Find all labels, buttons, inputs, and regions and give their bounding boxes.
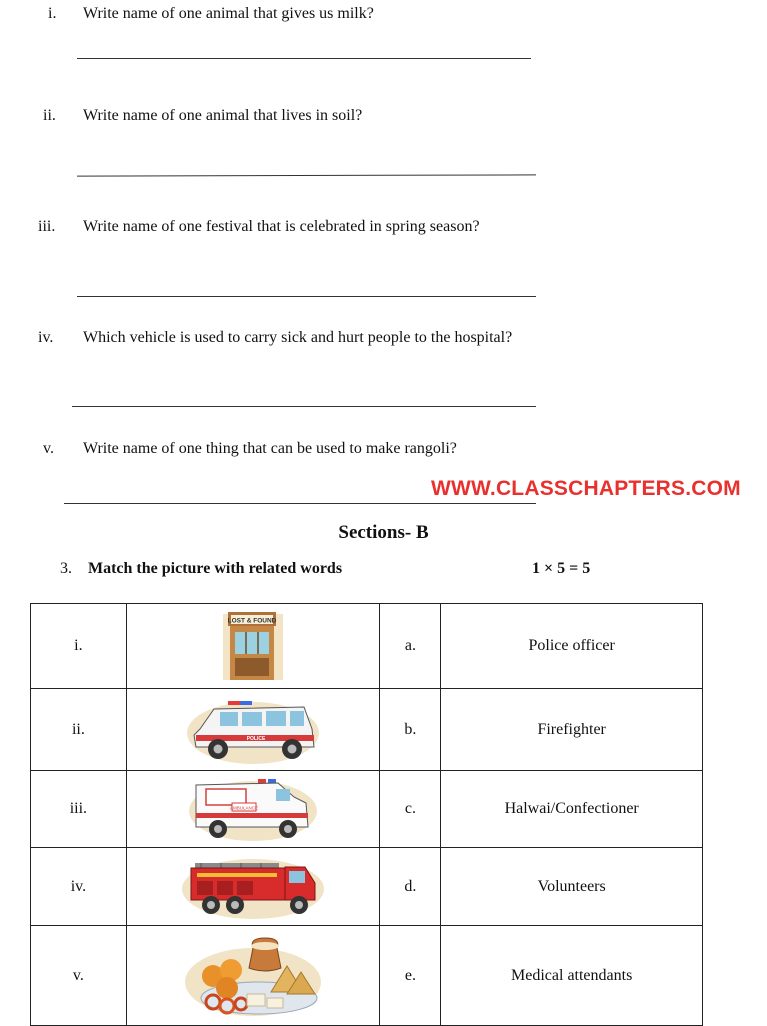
answer-line-5[interactable]	[64, 503, 536, 504]
question-number: v.	[43, 440, 54, 457]
ambulance-label: AMBULANCE	[230, 805, 259, 811]
question-text: Write name of one thing that can be used to make rangoli?	[83, 440, 457, 457]
table-row	[31, 848, 703, 926]
jeep-label: POLICE	[246, 735, 266, 742]
picture-cell	[126, 689, 380, 771]
question-number: 3.	[60, 560, 72, 577]
match-word: Halwai/Confectioner	[441, 771, 703, 848]
section-title: Sections- B	[338, 522, 429, 543]
row-number: i.	[31, 604, 127, 689]
answer-line-2[interactable]	[77, 174, 536, 176]
question-number: i.	[48, 5, 57, 22]
match-word: Police officer	[441, 604, 703, 689]
question-text: Which vehicle is used to carry sick and hurt people to the hospital?	[83, 329, 513, 346]
question-text: Write name of one animal that lives in soil?	[83, 107, 363, 124]
table-row	[31, 604, 703, 689]
row-letter: c.	[380, 771, 441, 848]
row-letter: d.	[380, 848, 441, 926]
row-number: iv.	[31, 848, 127, 926]
sweets-plate-picture	[183, 932, 323, 1020]
question-number: iii.	[38, 218, 56, 235]
picture-cell	[126, 848, 380, 926]
row-number: ii.	[31, 689, 127, 771]
row-number: v.	[31, 926, 127, 1026]
match-table	[30, 603, 703, 1026]
watermark: WWW.CLASSCHAPTERS.COM	[431, 477, 741, 500]
lost-and-found-booth-picture	[220, 610, 286, 682]
booth-sign: LOST & FOUND	[227, 617, 277, 625]
answer-line-1[interactable]	[77, 58, 531, 59]
picture-cell	[126, 771, 380, 848]
question-number: ii.	[43, 107, 56, 124]
question-number: iv.	[38, 329, 54, 346]
table-row	[31, 926, 703, 1026]
match-word: Medical attendants	[441, 926, 703, 1026]
question-text: Write name of one festival that is celebrated in spring season?	[83, 218, 480, 235]
row-letter: e.	[380, 926, 441, 1026]
question-text: Write name of one animal that gives us milk?	[83, 5, 374, 22]
match-word: Volunteers	[441, 848, 703, 926]
question-3-heading	[60, 560, 342, 578]
answer-line-3[interactable]	[77, 296, 536, 297]
answer-line-4[interactable]	[72, 406, 536, 407]
question-text: Match the picture with related words	[88, 560, 343, 577]
police-jeep-picture	[186, 695, 320, 765]
table-row	[31, 689, 703, 771]
table-row	[31, 771, 703, 848]
match-word: Firefighter	[441, 689, 703, 771]
row-letter: b.	[380, 689, 441, 771]
row-letter: a.	[380, 604, 441, 689]
row-number: iii.	[31, 771, 127, 848]
picture-cell	[126, 604, 380, 689]
ambulance-picture	[188, 775, 318, 843]
fire-truck-picture	[181, 853, 325, 921]
picture-cell	[126, 926, 380, 1026]
marks: 1 × 5 = 5	[532, 560, 591, 577]
